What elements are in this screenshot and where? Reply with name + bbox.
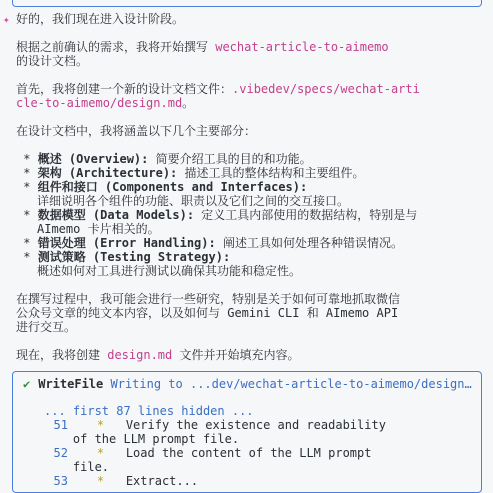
list-item: * 数据模型 (Data Models): 定义工具内部使用的数据结构，特别是与 AImemo 卡片相关的。: [16, 208, 418, 236]
tool-description: Writing to ...dev/wechat-article-to-aimemo/design…: [110, 377, 472, 391]
file-path: .vibedev/specs/wechat-arti cle-to-aimemo/design.md: [16, 82, 420, 110]
message-p2: 首先，我将创建一个新的设计文档文件：.vibedev/specs/wechat-arti cle-to-aimemo/design.md。: [16, 82, 420, 110]
assistant-message: [16, 12, 484, 376]
code-line-cont: file.: [72, 460, 110, 474]
message-p1: 根据之前确认的需求，我将开始撰写 wechat-article-to-aimemo 的设计文档。: [16, 40, 389, 68]
message-intro: 好的，我们现在进入设计阶段。: [16, 12, 185, 26]
line-number: 51: [53, 418, 68, 432]
previous-tool-box: [12, 0, 482, 7]
hidden-lines-note: ... first 87 lines hidden ...: [44, 404, 254, 418]
writefile-tool-box[interactable]: [12, 371, 482, 493]
list-item: * 测试策略 (Testing Strategy): 概述如何对工具进行测试以确保其功能和稳定性。: [16, 250, 302, 278]
list-item: * 错误处理 (Error Handling): 阐述工具如何处理各种错误情况。: [16, 236, 403, 250]
assistant-marker-icon: ✦: [3, 13, 10, 26]
list-item: * 概述 (Overview): 简要介绍工具的目的和功能。: [16, 152, 312, 166]
message-p3: 在设计文档中，我将涵盖以下几个主要部分：: [16, 124, 257, 138]
tool-header: [23, 377, 472, 391]
section-list: [16, 152, 484, 278]
code-line-cont: of the LLM prompt file.: [72, 432, 240, 446]
code-line: Extract...: [125, 474, 199, 488]
tool-name: WriteFile: [38, 377, 104, 391]
list-item: * 组件和接口 (Components and Interfaces): 详细说明各个组件的功能、职责以及它们之间的交互接口。: [16, 180, 350, 208]
code-line: Verify the existence and readability: [125, 418, 386, 432]
file-name: design.md: [107, 348, 173, 362]
line-number: 52: [53, 446, 68, 460]
check-icon: ✔: [23, 377, 31, 391]
code-preview: ... first 87 lines hidden ... 51 * Verify the existence and readability of the LLM prompt file. 52 * Load the content of the LLM prompt file. 53 * Extract...: [44, 404, 386, 488]
project-name: wechat-article-to-aimemo: [215, 40, 389, 54]
message-p5: 现在，我将创建 design.md 文件并开始填充内容。: [16, 348, 300, 362]
code-line: Load the content of the LLM prompt: [125, 446, 372, 460]
line-number: 53: [53, 474, 68, 488]
list-item: * 架构 (Architecture): 描述工具的整体结构和主要组件。: [16, 166, 365, 180]
message-p4: 在撰写过程中，我可能会进行一些研究，特别是关于如何可靠地抓取微信 公众号文章的纯文本内容，以及如何与 Gemini CLI 和 AImemo API 进行交互。: [16, 292, 401, 334]
